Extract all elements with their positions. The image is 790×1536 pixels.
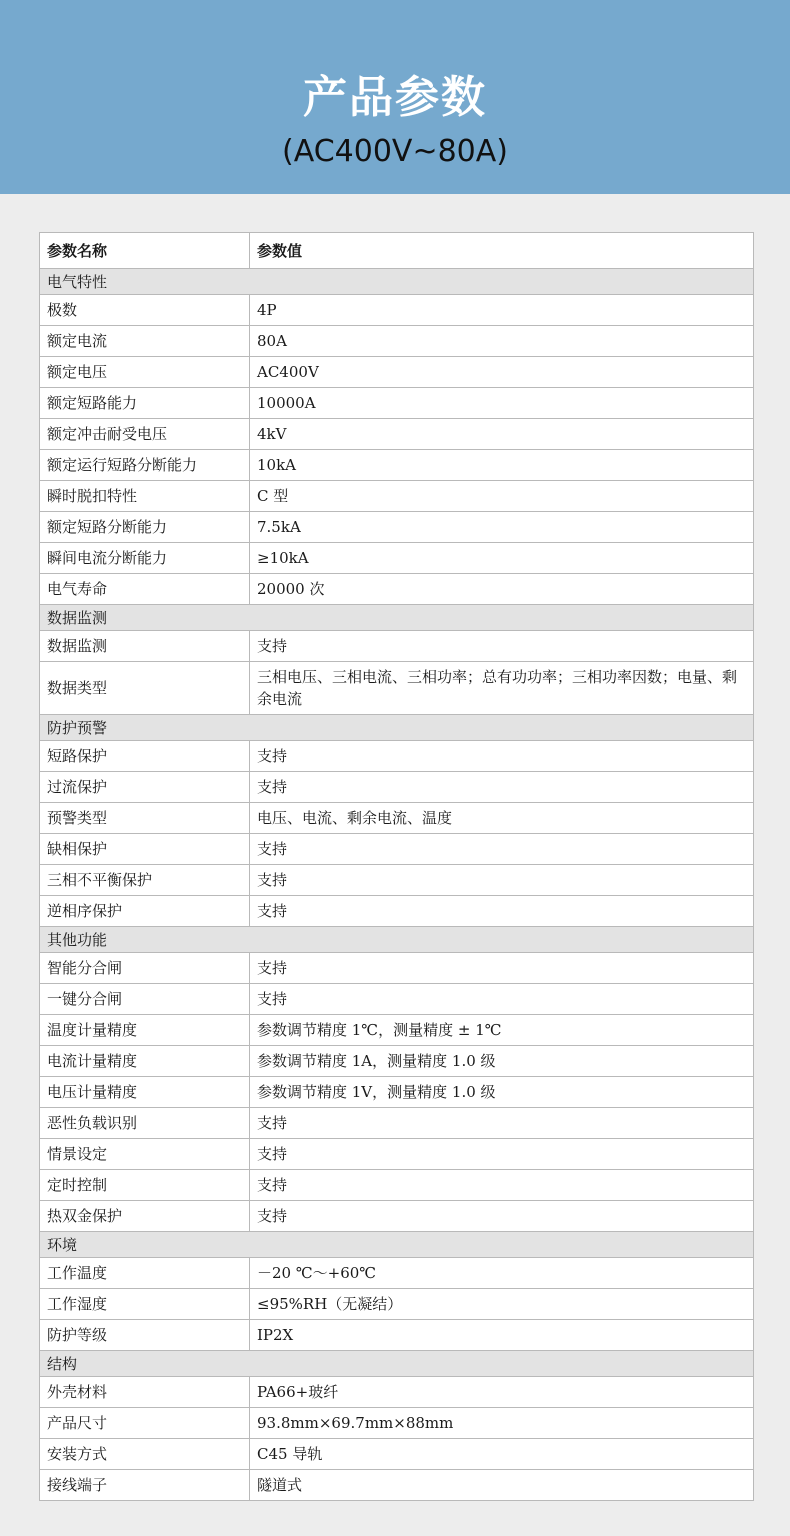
parameter-name: 产品尺寸 bbox=[40, 1408, 250, 1439]
parameter-name: 额定冲击耐受电压 bbox=[40, 419, 250, 450]
table-row bbox=[40, 1108, 754, 1139]
table-row bbox=[40, 984, 754, 1015]
table-row bbox=[40, 741, 754, 772]
parameter-name: 外壳材料 bbox=[40, 1377, 250, 1408]
parameter-name: 瞬时脱扣特性 bbox=[40, 481, 250, 512]
table-row bbox=[40, 953, 754, 984]
parameter-value: 参数调节精度 1A，测量精度 1.0 级 bbox=[250, 1046, 754, 1077]
table-row bbox=[40, 1289, 754, 1320]
section-label: 其他功能 bbox=[40, 927, 754, 953]
table-row bbox=[40, 662, 754, 715]
parameter-name: 防护等级 bbox=[40, 1320, 250, 1351]
parameter-name: 过流保护 bbox=[40, 772, 250, 803]
parameter-value: 支持 bbox=[250, 772, 754, 803]
table-row bbox=[40, 1258, 754, 1289]
parameter-name: 额定短路能力 bbox=[40, 388, 250, 419]
parameter-name: 温度计量精度 bbox=[40, 1015, 250, 1046]
table-row bbox=[40, 1015, 754, 1046]
page-subtitle: (AC400V~80A) bbox=[282, 134, 508, 169]
parameter-name: 缺相保护 bbox=[40, 834, 250, 865]
page-title: 产品参数 bbox=[303, 72, 487, 123]
table-row bbox=[40, 481, 754, 512]
table-row bbox=[40, 896, 754, 927]
parameter-value: －20 ℃～+60℃ bbox=[250, 1258, 754, 1289]
parameter-name: 工作湿度 bbox=[40, 1289, 250, 1320]
table-row bbox=[40, 1139, 754, 1170]
column-header-value: 参数值 bbox=[250, 233, 754, 269]
parameter-value: 93.8mm×69.7mm×88mm bbox=[250, 1408, 754, 1439]
parameter-value: 支持 bbox=[250, 834, 754, 865]
parameter-name: 情景设定 bbox=[40, 1139, 250, 1170]
parameter-name: 智能分合闸 bbox=[40, 953, 250, 984]
section-row bbox=[40, 605, 754, 631]
table-row bbox=[40, 1201, 754, 1232]
parameter-name: 逆相序保护 bbox=[40, 896, 250, 927]
parameter-name: 额定运行短路分断能力 bbox=[40, 450, 250, 481]
table-row bbox=[40, 543, 754, 574]
parameter-value: 三相电压、三相电流、三相功率；总有功功率；三相功率因数；电量、剩余电流 bbox=[250, 662, 754, 715]
parameter-name: 恶性负载识别 bbox=[40, 1108, 250, 1139]
parameter-value: ≤95%RH（无凝结） bbox=[250, 1289, 754, 1320]
table-row bbox=[40, 357, 754, 388]
table-row bbox=[40, 865, 754, 896]
parameter-name: 三相不平衡保护 bbox=[40, 865, 250, 896]
parameter-value: ≥10kA bbox=[250, 543, 754, 574]
table-row bbox=[40, 1077, 754, 1108]
header-banner bbox=[0, 0, 790, 194]
parameter-value: 支持 bbox=[250, 1201, 754, 1232]
parameter-name: 数据监测 bbox=[40, 631, 250, 662]
parameter-table bbox=[39, 232, 754, 1501]
table-row bbox=[40, 834, 754, 865]
table-row bbox=[40, 574, 754, 605]
parameter-table-body bbox=[40, 233, 754, 1501]
table-row bbox=[40, 1170, 754, 1201]
parameter-name: 数据类型 bbox=[40, 662, 250, 715]
parameter-value: C 型 bbox=[250, 481, 754, 512]
parameter-name: 额定电压 bbox=[40, 357, 250, 388]
parameter-name: 额定短路分断能力 bbox=[40, 512, 250, 543]
parameter-name: 瞬间电流分断能力 bbox=[40, 543, 250, 574]
parameter-value: 参数调节精度 1℃，测量精度 ± 1℃ bbox=[250, 1015, 754, 1046]
parameter-value: 支持 bbox=[250, 631, 754, 662]
section-label: 数据监测 bbox=[40, 605, 754, 631]
parameter-value: 支持 bbox=[250, 1108, 754, 1139]
table-row bbox=[40, 295, 754, 326]
parameter-value: 隧道式 bbox=[250, 1470, 754, 1501]
parameter-value: 支持 bbox=[250, 1139, 754, 1170]
parameter-value: 参数调节精度 1V，测量精度 1.0 级 bbox=[250, 1077, 754, 1108]
parameter-value: 支持 bbox=[250, 953, 754, 984]
table-row bbox=[40, 1377, 754, 1408]
parameter-name: 电压计量精度 bbox=[40, 1077, 250, 1108]
parameter-value: AC400V bbox=[250, 357, 754, 388]
parameter-value: 支持 bbox=[250, 896, 754, 927]
parameter-value: IP2X bbox=[250, 1320, 754, 1351]
parameter-name: 短路保护 bbox=[40, 741, 250, 772]
parameter-value: 支持 bbox=[250, 984, 754, 1015]
parameter-value: 4P bbox=[250, 295, 754, 326]
table-row bbox=[40, 450, 754, 481]
parameter-name: 定时控制 bbox=[40, 1170, 250, 1201]
parameter-value: 10000A bbox=[250, 388, 754, 419]
table-row bbox=[40, 1408, 754, 1439]
table-row bbox=[40, 803, 754, 834]
parameter-value: 7.5kA bbox=[250, 512, 754, 543]
parameter-name: 热双金保护 bbox=[40, 1201, 250, 1232]
parameter-name: 电气寿命 bbox=[40, 574, 250, 605]
section-row bbox=[40, 1232, 754, 1258]
section-row bbox=[40, 269, 754, 295]
parameter-value: 10kA bbox=[250, 450, 754, 481]
parameter-value: 支持 bbox=[250, 865, 754, 896]
section-label: 结构 bbox=[40, 1351, 754, 1377]
table-row bbox=[40, 1439, 754, 1470]
table-row bbox=[40, 772, 754, 803]
column-header-name: 参数名称 bbox=[40, 233, 250, 269]
table-row bbox=[40, 1320, 754, 1351]
table-header-row bbox=[40, 233, 754, 269]
section-row bbox=[40, 927, 754, 953]
parameter-name: 安装方式 bbox=[40, 1439, 250, 1470]
table-row bbox=[40, 419, 754, 450]
parameter-value: 支持 bbox=[250, 1170, 754, 1201]
parameter-name: 极数 bbox=[40, 295, 250, 326]
section-label: 防护预警 bbox=[40, 715, 754, 741]
parameter-value: 20000 次 bbox=[250, 574, 754, 605]
section-label: 电气特性 bbox=[40, 269, 754, 295]
parameter-value: C45 导轨 bbox=[250, 1439, 754, 1470]
section-label: 环境 bbox=[40, 1232, 754, 1258]
parameter-value: 支持 bbox=[250, 741, 754, 772]
parameter-name: 电流计量精度 bbox=[40, 1046, 250, 1077]
table-row bbox=[40, 1046, 754, 1077]
parameter-name: 工作温度 bbox=[40, 1258, 250, 1289]
table-row bbox=[40, 1470, 754, 1501]
parameter-name: 一键分合闸 bbox=[40, 984, 250, 1015]
parameter-value: 4kV bbox=[250, 419, 754, 450]
parameter-name: 额定电流 bbox=[40, 326, 250, 357]
table-row bbox=[40, 326, 754, 357]
parameter-value: PA66+玻纤 bbox=[250, 1377, 754, 1408]
table-row bbox=[40, 512, 754, 543]
parameter-name: 接线端子 bbox=[40, 1470, 250, 1501]
parameter-value: 80A bbox=[250, 326, 754, 357]
table-row bbox=[40, 631, 754, 662]
parameter-value: 电压、电流、剩余电流、温度 bbox=[250, 803, 754, 834]
section-row bbox=[40, 715, 754, 741]
parameter-name: 预警类型 bbox=[40, 803, 250, 834]
table-row bbox=[40, 388, 754, 419]
section-row bbox=[40, 1351, 754, 1377]
